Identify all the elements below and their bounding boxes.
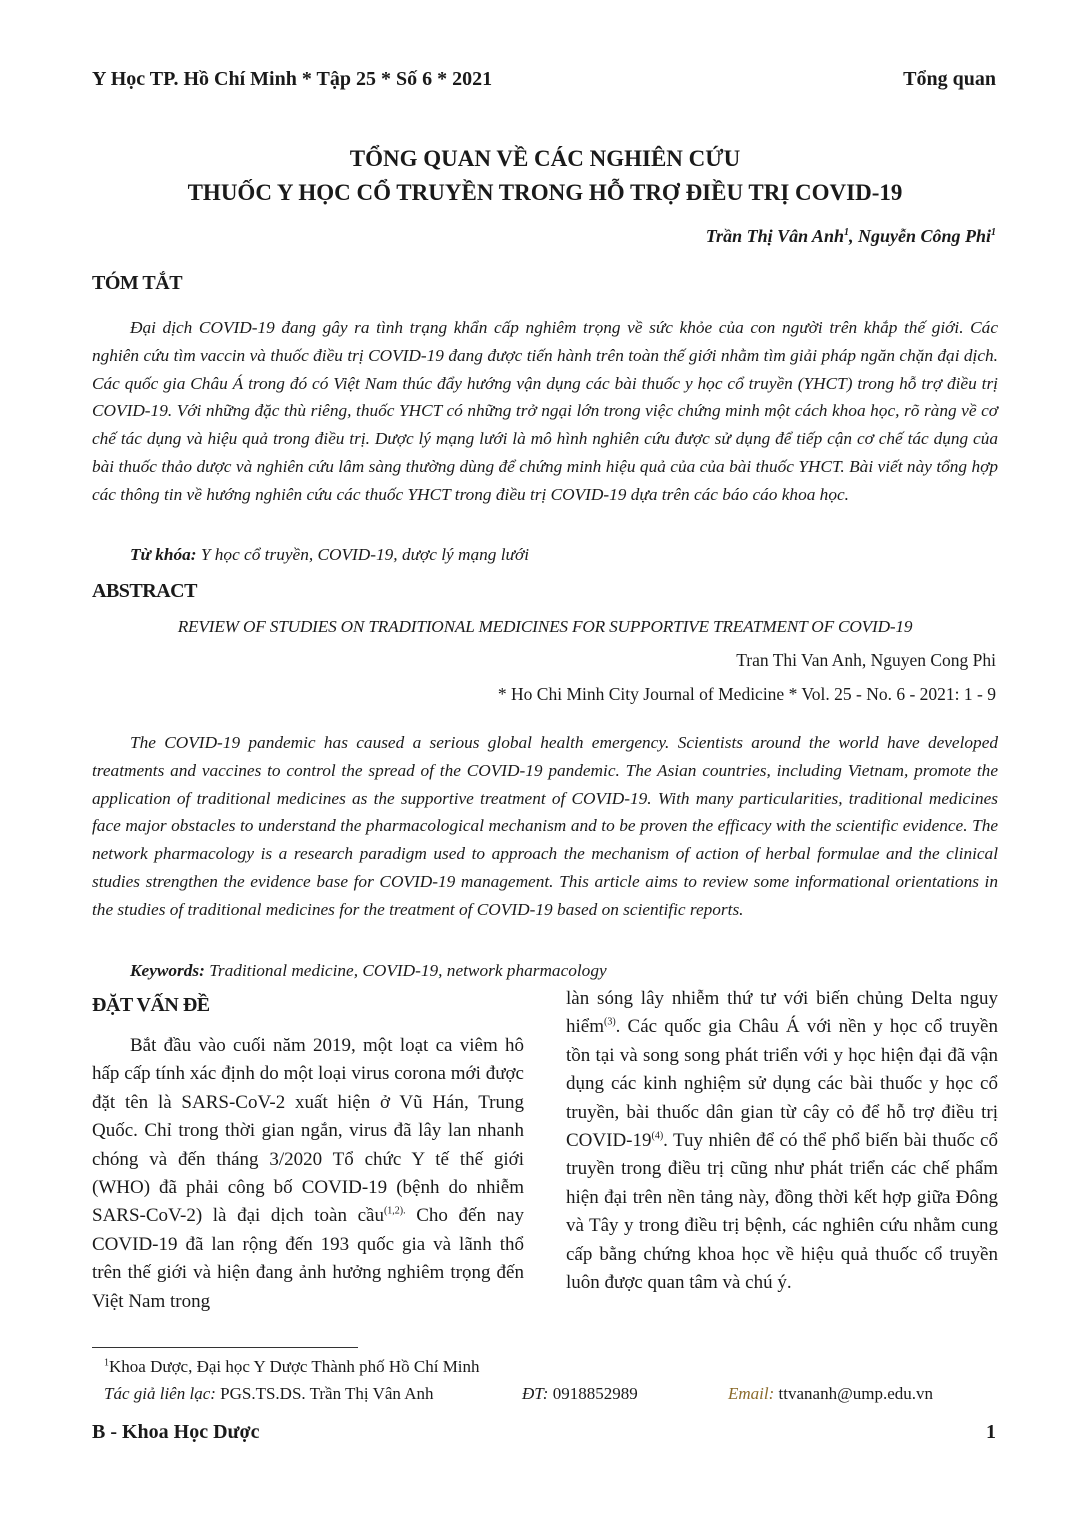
- footnote-email-address: ttvananh@ump.edu.vn: [774, 1384, 933, 1403]
- footnote-affiliation: [104, 1357, 480, 1377]
- abstract-keywords: [130, 961, 607, 981]
- footer-section-label: B - Khoa Học Dược: [92, 1421, 260, 1443]
- citation-ref: (3): [604, 1017, 616, 1029]
- footnote-affiliation-mark: 1: [104, 1357, 109, 1369]
- author-2-affiliation: 1: [991, 227, 996, 238]
- authors-vietnamese: [706, 226, 996, 247]
- tom-tat-keywords: [130, 545, 529, 565]
- abstract-heading: ABSTRACT: [92, 580, 197, 602]
- abstract-keywords-text: Traditional medicine, COVID-19, network pharmacology: [204, 961, 607, 980]
- author-1: Trần Thị Vân Anh: [705, 226, 844, 246]
- intro-left-column: [92, 1032, 524, 1316]
- abstract-paragraph: The COVID-19 pandemic has caused a serious global health emergency. Scientists around the world have developed treatments and vaccines to control the spread of the COVID-19 pandemic. The Asian countries, including Vietnam, promote the application of traditional medicines as the supportive treatment of COVID-19. With many particularities, traditional medicines face major obstacles to understand the pharmacological mechanism and to be proven the efficacy with the scientific evidence. The network pharmacology is a research paradigm used to approach the mechanism of action of herbal formulae and the clinical studies strengthen the evidence base for COVID-19 management. This article aims to review some informational orientations in the studies of traditional medicines for the treatment of COVID-19 based on scientific reports.: [92, 733, 998, 919]
- tom-tat-keywords-text: Y học cổ truyền, COVID-19, dược lý mạng lưới: [196, 545, 529, 564]
- footnote-contact: [104, 1384, 434, 1404]
- tom-tat-keywords-label: Từ khóa:: [130, 545, 197, 564]
- author-separator: ,: [848, 226, 858, 246]
- citation-ref: (1,2).: [383, 1206, 406, 1218]
- page-number: 1: [986, 1421, 996, 1443]
- section-header: Tổng quan: [903, 68, 996, 90]
- citation-ref: (4): [651, 1130, 664, 1142]
- tom-tat-paragraph: Đại dịch COVID-19 đang gây ra tình trạng khẩn cấp nghiêm trọng về sức khỏe của con người trên khắp thế giới. Các nghiên cứu tìm vaccin và thuốc điều trị COVID-19 đang được tiến hành trên toàn thế giới nhằm tìm giải pháp ngăn chặn đại dịch. Các quốc gia Châu Á trong đó có Việt Nam thúc đẩy hướng vận dụng các bài thuốc y học cổ truyền (YHCT) trong hỗ trợ điều trị COVID-19. Với những đặc thù riêng, thuốc YHCT có những trở ngại lớn trong việc chứng minh một cách khoa học, rõ ràng về cơ chế tác dụng và hiệu quả trong điều trị. Dược lý mạng lưới là mô hình nghiên cứu được sử dụng để tiếp cận cơ chế tác dụng của bài thuốc thảo dược và nghiên cứu lâm sàng thường dùng để chứng minh hiệu quả của của bài thuốc YHCT. Bài viết này tổng hợp các thông tin về hướng nghiên cứu các thuốc YHCT trong điều trị COVID-19 dựa trên các báo cáo khoa học.: [92, 318, 998, 504]
- author-2: Nguyễn Công Phi: [857, 226, 991, 246]
- intro-right-column: [566, 985, 998, 1297]
- footnote-affiliation-text: Khoa Dược, Đại học Y Dược Thành phố Hồ Chí Minh: [109, 1357, 480, 1376]
- journal-header: Y Học TP. Hồ Chí Minh * Tập 25 * Số 6 * 2021: [92, 68, 493, 90]
- author-1-affiliation: 1: [843, 227, 849, 238]
- footnote-phone-label: ĐT:: [522, 1384, 549, 1403]
- intro-left-text-b: Cho đến nay COVID-19 đã lan rộng đến 193 quốc gia và lãnh thổ trên thế giới và hiện đang ảnh hưởng nghiêm trọng đến Việt Nam trong: [92, 1205, 525, 1312]
- intro-left-text-a: Bắt đầu vào cuối năm 2019, một loạt ca viêm hô hấp cấp tính xác định do một loại virus corona mới được đặt tên là SARS-CoV-2 xuất hiện ở Vũ Hán, Trung Quốc. Chỉ trong thời gian ngắn, virus đã lây lan nhanh chóng và đến tháng 3/2020 Tổ chức Y tế thế giới (WHO) đã phải công bố COVID-19 (bệnh do nhiễm SARS-CoV-2) là đại dịch toàn cầu: [92, 1035, 524, 1227]
- abstract-authors: Tran Thi Van Anh, Nguyen Cong Phi: [736, 650, 996, 670]
- footnote-phone: [522, 1384, 638, 1404]
- abstract-keywords-label: Keywords:: [130, 961, 205, 980]
- intro-heading: ĐẶT VẤN ĐỀ: [92, 994, 210, 1016]
- footnote-contact-label: Tác giả liên lạc:: [104, 1384, 216, 1403]
- article-title-line-2: THUỐC Y HỌC CỔ TRUYỀN TRONG HỖ TRỢ ĐIỀU TRỊ COVID-19: [187, 180, 903, 205]
- footnote-divider: [92, 1347, 358, 1348]
- abstract-journal-citation: * Ho Chi Minh City Journal of Medicine * Vol. 25 - No. 6 - 2021: 1 - 9: [497, 684, 996, 704]
- footnote-email: [728, 1384, 933, 1404]
- footnote-contact-name: PGS.TS.DS. Trần Thị Vân Anh: [215, 1384, 434, 1403]
- abstract-title: REVIEW OF STUDIES ON TRADITIONAL MEDICINES FOR SUPPORTIVE TREATMENT OF COVID-19: [177, 617, 913, 636]
- intro-right-text-b: . Các quốc gia Châu Á với nền y học cổ truyền tồn tại và song song phát triển với y học hiện đại đã vận dụng các kinh nghiệm sử dụng các bài thuốc y học cổ truyền, bài thuốc dân gian từ cây cỏ để hỗ trợ điều trị COVID-19: [566, 1016, 998, 1152]
- intro-right-text-c: . Tuy nhiên để có thể phổ biến bài thuốc cổ truyền trong điều trị cũng như phát triển các chế phẩm hiện đại trên nền tảng này, đồng thời kết hợp giữa Đông và Tây y trong điều trị bệnh, các nghiên cứu nhằm cung cấp bằng chứng khoa học về hiệu quả thuốc cổ truyền luôn được quan tâm và chú ý.: [566, 1130, 998, 1294]
- tom-tat-heading: TÓM TẮT: [92, 272, 183, 294]
- intro-right-text-a: làn sóng lây nhiễm thứ tư với biến chủng Delta nguy hiểm: [566, 988, 998, 1038]
- footnote-phone-number: 0918852989: [548, 1384, 638, 1403]
- footnote-email-label: Email:: [728, 1384, 775, 1403]
- article-title-line-1: TỔNG QUAN VỀ CÁC NGHIÊN CỨU: [349, 146, 741, 171]
